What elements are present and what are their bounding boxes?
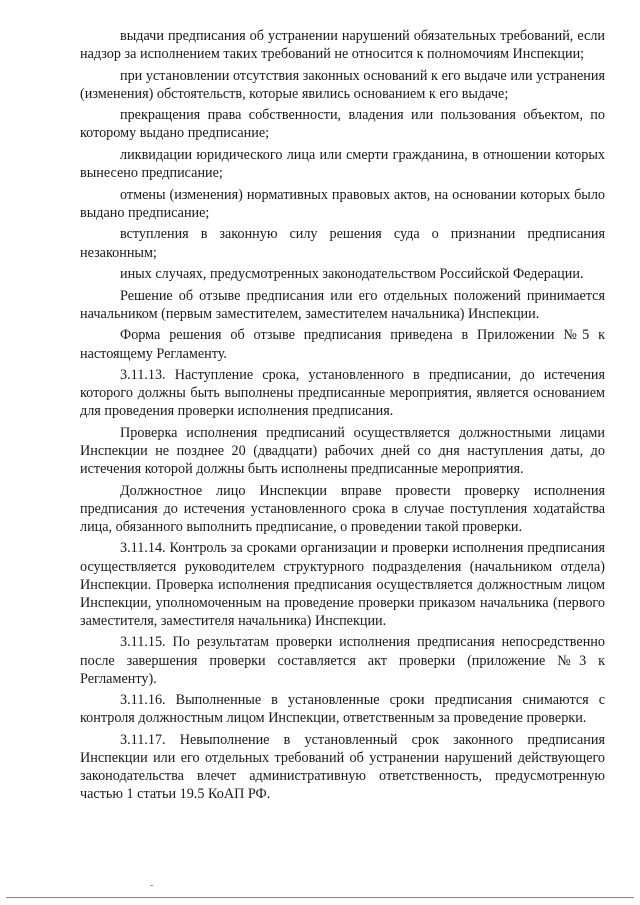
paragraph: 3.11.17. Невыполнение в установленный срок законного предписания Инспекции или его отдельных требований об устранении нарушений действующего законодательства влечет административную ответственность, предусмотренную частью 1 статьи 19.5 КоАП РФ. [80,731,605,803]
paragraph: вступления в законную силу решения суда о признании предписания незаконным; [80,226,605,261]
paragraph: Должностное лицо Инспекции вправе провести проверку исполнения предписания до истечения установленного срока в случае поступления ходатайства лица, обязанного выполнить предписание, о проведении такой проверки. [80,482,605,535]
document-body [80,27,605,807]
paragraph: отмены (изменения) нормативных правовых актов, на основании которых было выдано предписание; [80,186,605,221]
paragraph: выдачи предписания об устранении нарушений обязательных требований, если надзор за исполнением таких требований не относится к полномочиям Инспекции; [80,28,605,63]
paragraph: 3.11.13. Наступление срока, установленного в предписании, до истечения которого должны быть выполнены предписанные мероприятия, является основанием для проведения проверки исполнения предписания. [80,367,605,420]
paragraph: Решение об отзыве предписания или его отдельных положений принимается начальником (первым заместителем, заместителем начальника) Инспекции. [80,287,605,322]
paragraph: 3.11.16. Выполненные в установленные сроки предписания снимаются с контроля должностным лицом Инспекции, ответственным за проведение проверки. [80,692,605,727]
paragraph: ликвидации юридического лица или смерти гражданина, в отношении которых вынесено предписание; [80,147,605,182]
paragraph: 3.11.14. Контроль за сроками организации и проверки исполнения предписания осуществляется руководителем структурного подразделения (начальником отдела) Инспекции. Проверка исполнения предписания осуществляется должностным лицом Инспекции, уполномоченным на проведение проверки приказом начальника (первого заместителя, заместителя начальника) Инспекции. [80,540,605,629]
paragraph: при установлении отсутствия законных оснований к его выдаче или устранения (изменения) обстоятельств, которые явились основанием к его выдаче; [80,67,605,102]
page-bottom-edge [6,897,634,898]
paragraph: 3.11.15. По результатам проверки исполнения предписания непосредственно после завершения проверки составляется акт проверки (приложение №3 к Регламенту). [80,634,605,687]
paragraph: Проверка исполнения предписаний осуществляется должностными лицами Инспекции не позднее 20 (двадцати) рабочих дней со дня наступления даты, до истечения которой должны быть исполнены предписанные мероприятия. [80,424,605,478]
scan-artifact [150,885,153,886]
paragraph: иных случаях, предусмотренных законодательством Российской Федерации. [120,266,584,283]
paragraph: Форма решения об отзыве предписания приведена в Приложении №5 к настоящему Регламенту. [80,327,605,362]
paragraph: прекращения права собственности, владения или пользования объектом, по которому выдано предписание; [80,107,605,142]
